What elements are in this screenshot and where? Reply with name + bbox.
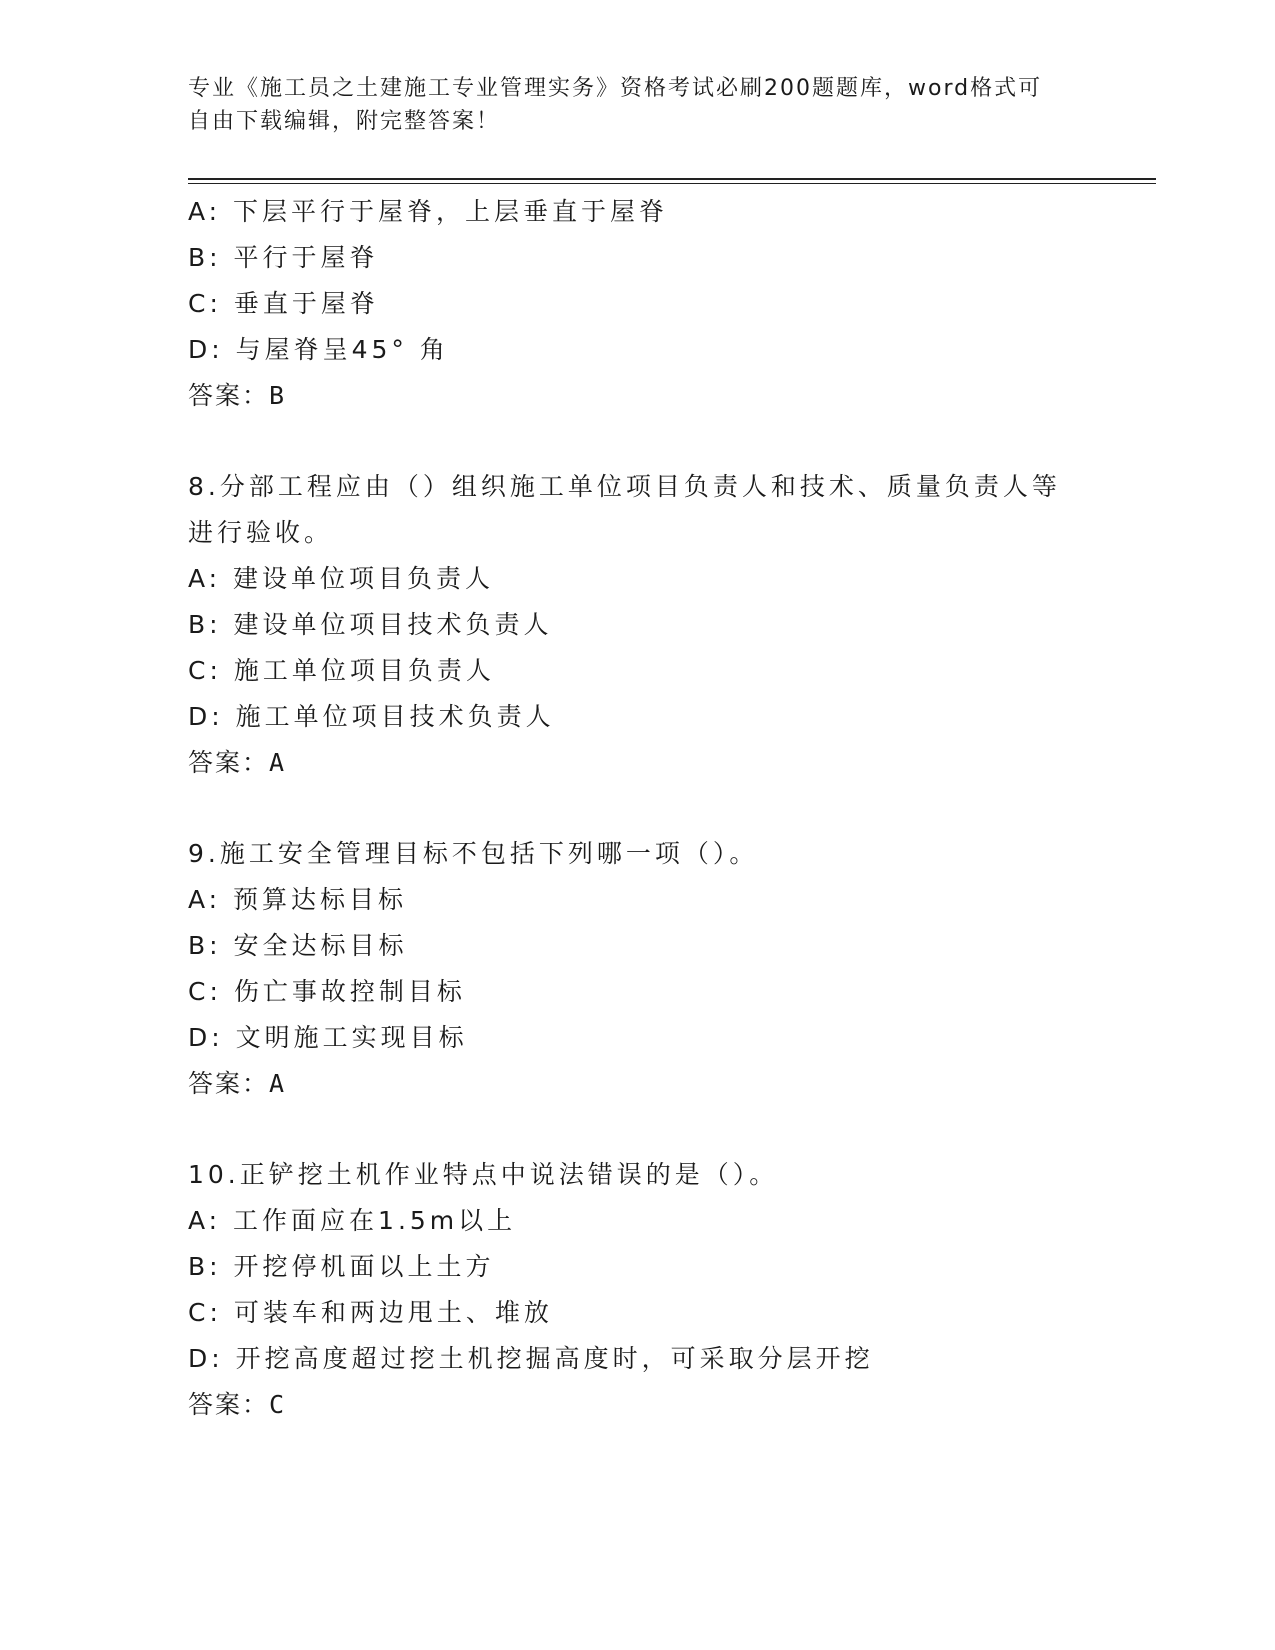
- question-stem: 8.分部工程应由（）组织施工单位项目负责人和技术、质量负责人等: [188, 472, 1061, 501]
- header-line-2: 自由下载编辑，附完整答案！: [188, 109, 501, 134]
- option-d: D: 开挖高度超过挖土机挖掘高度时，可采取分层开挖: [188, 1344, 874, 1373]
- answer-line: 答案：A: [188, 1069, 287, 1098]
- spacer: [188, 786, 1088, 831]
- question-stem: 9.施工安全管理目标不包括下列哪一项（）。: [188, 839, 759, 868]
- option-d: D: 文明施工实现目标: [188, 1023, 468, 1052]
- option-c: C: 伤亡事故控制目标: [188, 977, 466, 1006]
- document-header: [188, 72, 1068, 138]
- option-b: B: 开挖停机面以上土方: [188, 1252, 495, 1281]
- question-10: [188, 1152, 1088, 1428]
- question-9: [188, 831, 1088, 1107]
- option-b: B: 安全达标目标: [188, 931, 408, 960]
- header-divider-thick: [188, 178, 1156, 180]
- spacer: [188, 1107, 1088, 1152]
- header-line-1: 专业《施工员之土建施工专业管理实务》资格考试必刷200题题库，word格式可: [188, 76, 1043, 101]
- question-stem: 10.正铲挖土机作业特点中说法错误的是（）。: [188, 1160, 779, 1189]
- answer-line: 答案：C: [188, 1390, 287, 1419]
- option-a: A: 下层平行于屋脊，上层垂直于屋脊: [188, 197, 669, 226]
- question-list: [188, 189, 1088, 1428]
- option-d: D: 施工单位项目技术负责人: [188, 702, 555, 731]
- option-c: C: 施工单位项目负责人: [188, 656, 495, 685]
- question-7: [188, 189, 1088, 419]
- option-c: C: 垂直于屋脊: [188, 289, 379, 318]
- option-a: A: 建设单位项目负责人: [188, 564, 495, 593]
- header-divider-thin: [188, 183, 1156, 184]
- option-a: A: 工作面应在1.5m以上: [188, 1206, 517, 1235]
- option-a: A: 预算达标目标: [188, 885, 408, 914]
- spacer: [188, 419, 1088, 464]
- question-stem-continued: 进行验收。: [188, 518, 334, 547]
- option-d: D: 与屋脊呈45° 角: [188, 335, 449, 364]
- question-8: [188, 464, 1088, 786]
- answer-line: 答案：A: [188, 748, 287, 777]
- option-b: B: 建设单位项目技术负责人: [188, 610, 553, 639]
- option-c: C: 可装车和两边甩土、堆放: [188, 1298, 553, 1327]
- answer-line: 答案：B: [188, 381, 287, 410]
- option-b: B: 平行于屋脊: [188, 243, 379, 272]
